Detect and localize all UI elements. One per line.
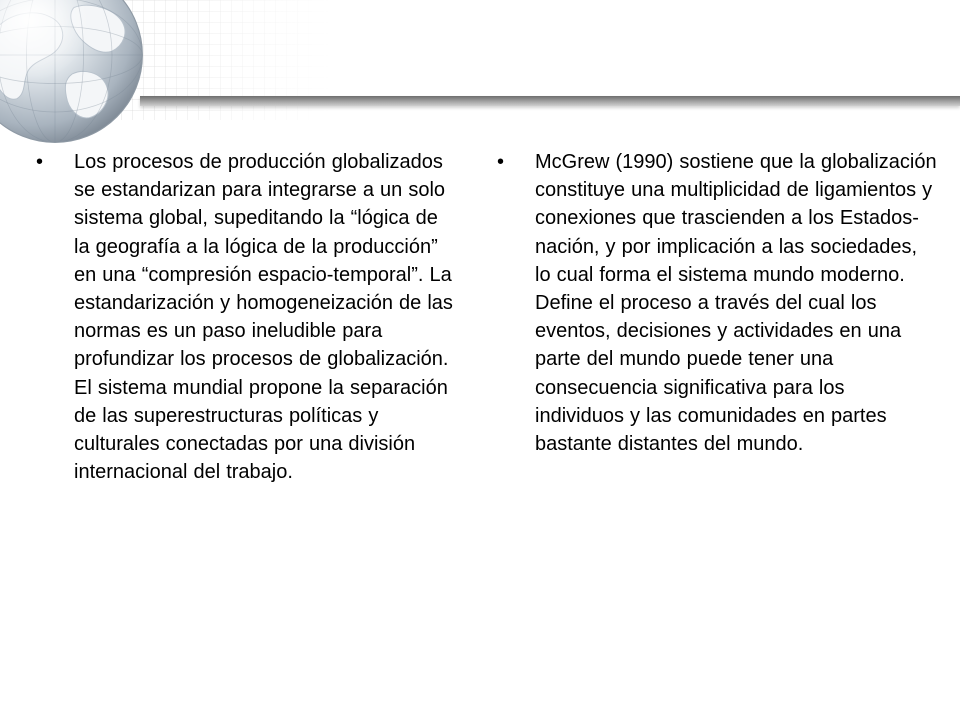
bullet-item: [36, 148, 456, 486]
right-column: [497, 148, 937, 458]
left-column: [36, 148, 456, 486]
header-bar: [140, 96, 960, 106]
bullet-text: Los procesos de producción globalizados se estandarizan para integrarse a un solo sistema global, supeditando la “lógica de la geografía a la lógica de la producción” en una “compresión espacio-temporal”. La estandarización y homogeneización de las normas es un paso ineludible para profundizar los procesos de globalización. El sistema mundial propone la separación de las superestructuras políticas y culturales conectadas por una división internacional del trabajo.: [74, 151, 453, 484]
bullet-item: [497, 148, 937, 458]
globe-icon: [0, 0, 150, 150]
bullet: •: [36, 151, 44, 173]
bullet-text: McGrew (1990) sostiene que la globalización constituye una multiplicidad de ligamientos y conexiones que trascienden a los Estados-nación, y por implicación a las sociedades, lo cual forma el sistema mundo moderno. Define el proceso a través del cual los eventos, decisiones y actividades en una parte del mundo puede tener una consecuencia significativa para los individuos y las comunidades en partes bastante distantes del mundo.: [535, 151, 937, 456]
bullet: •: [497, 151, 505, 173]
